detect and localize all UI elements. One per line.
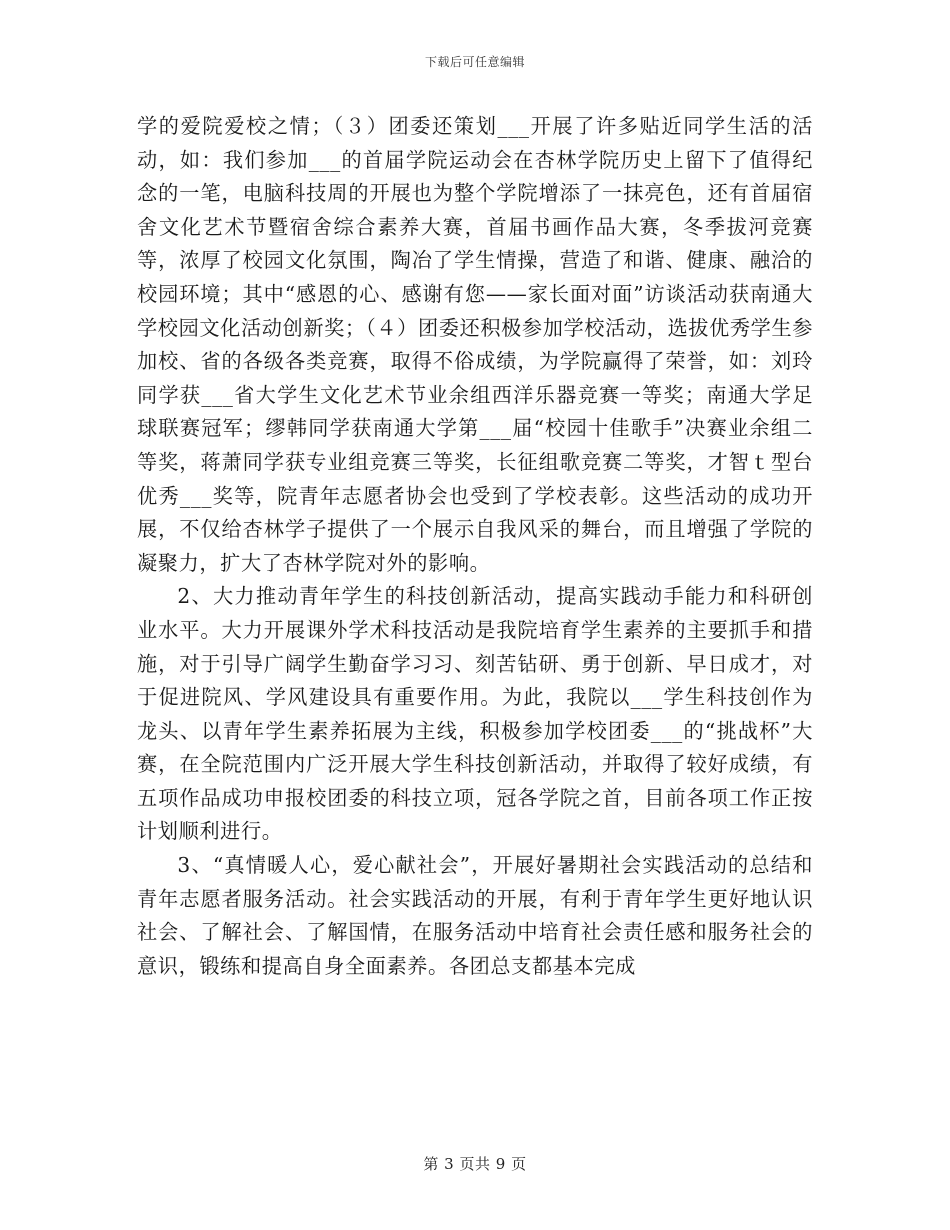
paragraph-1: 学的爱院爱校之情；（３）团委还策划___开展了许多贴近同学生活的活动，如：我们参加___的首届学院运动会在杏林学院历史上留下了值得纪念的一笔，电脑科技周的开展也为整个学院增添了一抹亮色，还有首届宿舍文化艺术节暨宿舍综合素养大赛，首届书画作品大赛，冬季拔河竞赛等，浓厚了校园文化氛围，陶冶了学生情操，营造了和谐、健康、融洽的校园环境；其中“感恩的心、感谢有您——家长面对面”访谈活动获南通大学校园文化活动创新奖；（４）团委还积极参加学校活动，选拔优秀学生参加校、省的各级各类竞赛，取得不俗成绩，为学院赢得了荣誉，如：刘玲同学获___省大学生文化艺术节业余组西洋乐器竞赛一等奖；南通大学足球联赛冠军；缪韩同学获南通大学第___届“校园十佳歌手”决赛业余组二等奖，蒋萧同学获专业组竞赛三等奖，长征组歌竞赛二等奖，才智ｔ型台优秀___奖等，院青年志愿者协会也受到了学校表彰。这些活动的成功开展，不仅给杏林学子提供了一个展示自我风采的舞台，而且增强了学院的凝聚力，扩大了杏林学院对外的影响。	[137, 114, 813, 575]
paragraph-2: 2、大力推动青年学生的科技创新活动，提高实践动手能力和科研创业水平。大力开展课外学术科技活动是我院培育学生素养的主要抓手和措施，对于引导广阔学生勤奋学习习、刻苦钻研、勇于创新、早日成才，对于促进院风、学风建设具有重要作用。为此，我院以___学生科技创作为龙头、以青年学生素养拓展为主线，积极参加学校团委___的“挑战杯”大赛，在全院范围内广泛开展大学生科技创新活动，并取得了较好成绩，有五项作品成功申报校团委的科技立项，冠各学院之首，目前各项工作正按计划顺利进行。	[137, 584, 813, 844]
page-number: 第 3 页共 9 页	[423, 1155, 527, 1173]
paragraph-3: 3、“真情暖人心，爱心献社会”，开展好暑期社会实践活动的总结和青年志愿者服务活动。社会实践活动的开展，有利于青年学生更好地认识社会、了解社会、了解国情，在服务活动中培育社会责任感和服务社会的意识，锻练和提高自身全面素养。各团总支都基本完成	[137, 853, 813, 978]
page-header: 下载后可任意编辑	[424, 55, 525, 69]
document-body	[137, 110, 813, 983]
